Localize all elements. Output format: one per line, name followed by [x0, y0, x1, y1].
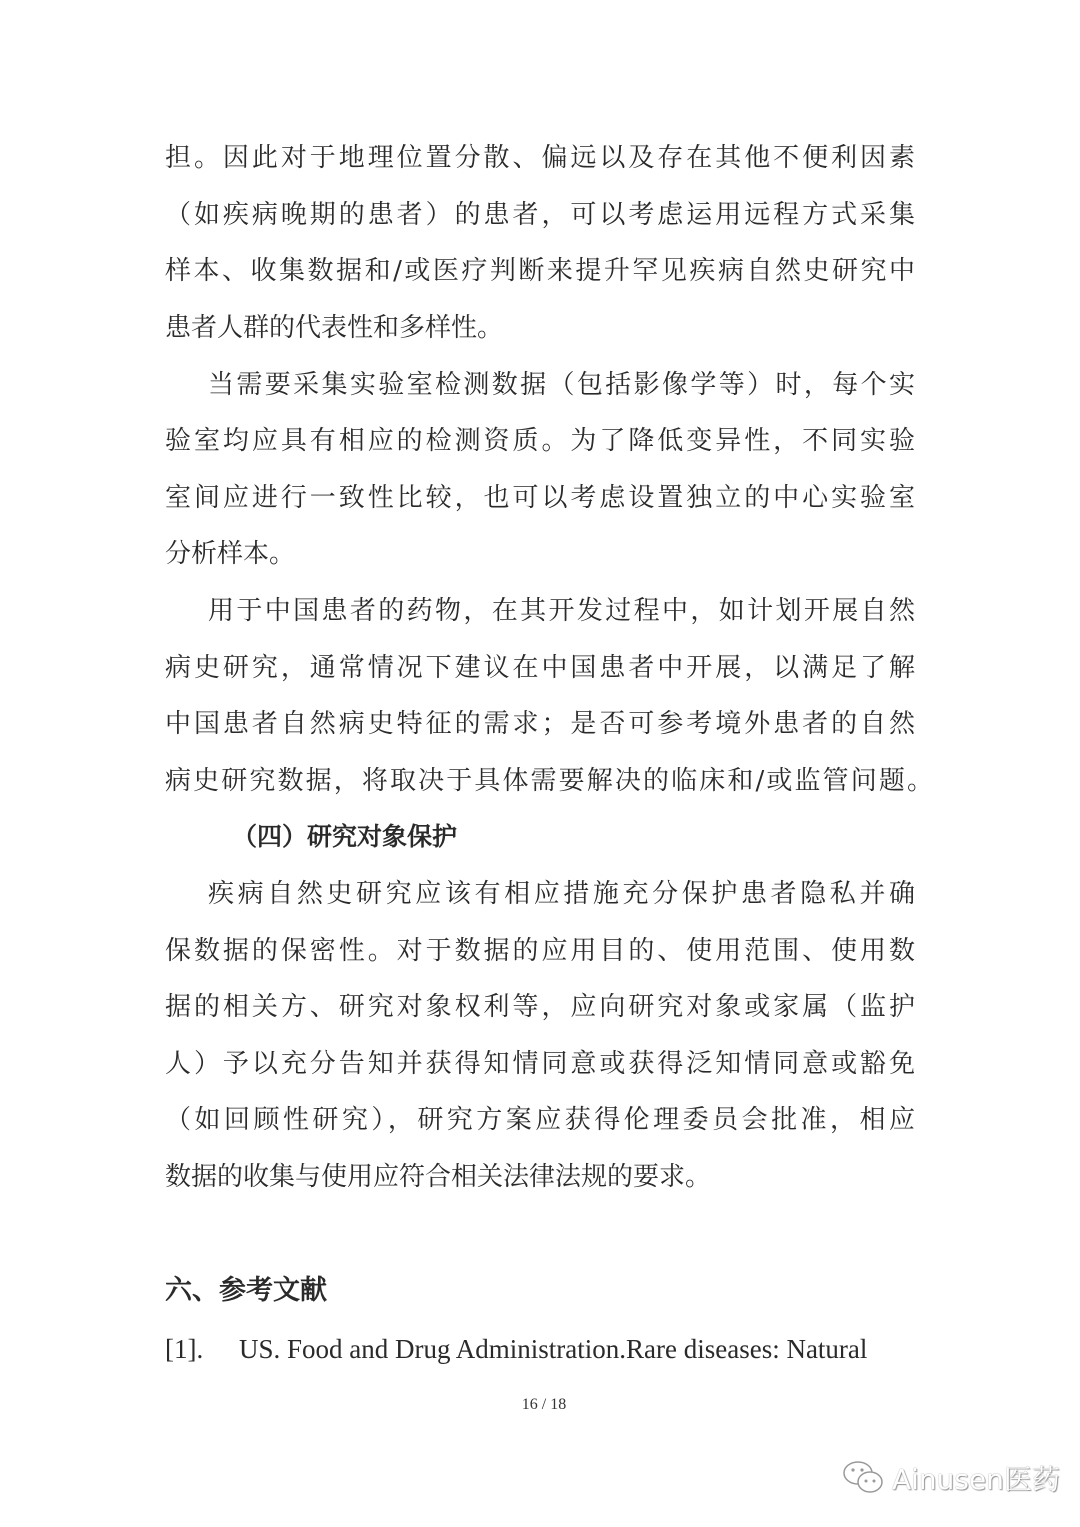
body-line: 分析样本。	[165, 539, 296, 569]
body-line: 室间应进行一致性比较，也可以考虑设置独立的中心实验室	[165, 483, 915, 513]
body-line: 病史研究数据，将取决于具体需要解决的临床和/或监管问题。	[165, 766, 933, 796]
body-line: 验室均应具有相应的检测资质。为了降低变异性，不同实验	[165, 426, 915, 456]
body-line: 当需要采集实验室检测数据（包括影像学等）时，每个实	[208, 370, 915, 400]
body-line: （如回顾性研究），研究方案应获得伦理委员会批准，相应	[165, 1105, 915, 1135]
body-line: 疾病自然史研究应该有相应措施充分保护患者隐私并确	[208, 879, 915, 909]
watermark	[842, 1458, 1060, 1498]
body-line: 病史研究，通常情况下建议在中国患者中开展，以满足了解	[165, 653, 915, 683]
body-line: 人）予以充分告知并获得知情同意或获得泛知情同意或豁免	[165, 1049, 915, 1079]
section-heading: 六、参考文献	[165, 1275, 327, 1306]
reference-number: [1].	[165, 1334, 204, 1364]
wechat-icon	[842, 1460, 886, 1496]
body-line: 用于中国患者的药物，在其开发过程中，如计划开展自然	[208, 596, 915, 626]
body-line: 据的相关方、研究对象权利等，应向研究对象或家属（监护	[165, 992, 915, 1022]
body-line: （如疾病晚期的患者）的患者，可以考虑运用远程方式采集	[165, 200, 915, 230]
watermark-text: Ainusen医药	[892, 1463, 1060, 1496]
body-line: 中国患者自然病史特征的需求；是否可参考境外患者的自然	[165, 709, 915, 739]
body-line: 样本、收集数据和/或医疗判断来提升罕见疾病自然史研究中	[165, 256, 915, 286]
page-number: 16 / 18	[521, 1396, 567, 1413]
reference-item	[165, 1332, 915, 1366]
body-line: 患者人群的代表性和多样性。	[165, 313, 504, 343]
subheading: （四）研究对象保护	[232, 822, 458, 851]
reference-text: US. Food and Drug Administration.Rare diseases: Natural	[239, 1334, 868, 1364]
body-line: 担。因此对于地理位置分散、偏远以及存在其他不便利因素	[165, 143, 915, 173]
body-line: 保数据的保密性。对于数据的应用目的、使用范围、使用数	[165, 936, 915, 966]
body-line: 数据的收集与使用应符合相关法律法规的要求。	[165, 1162, 712, 1192]
